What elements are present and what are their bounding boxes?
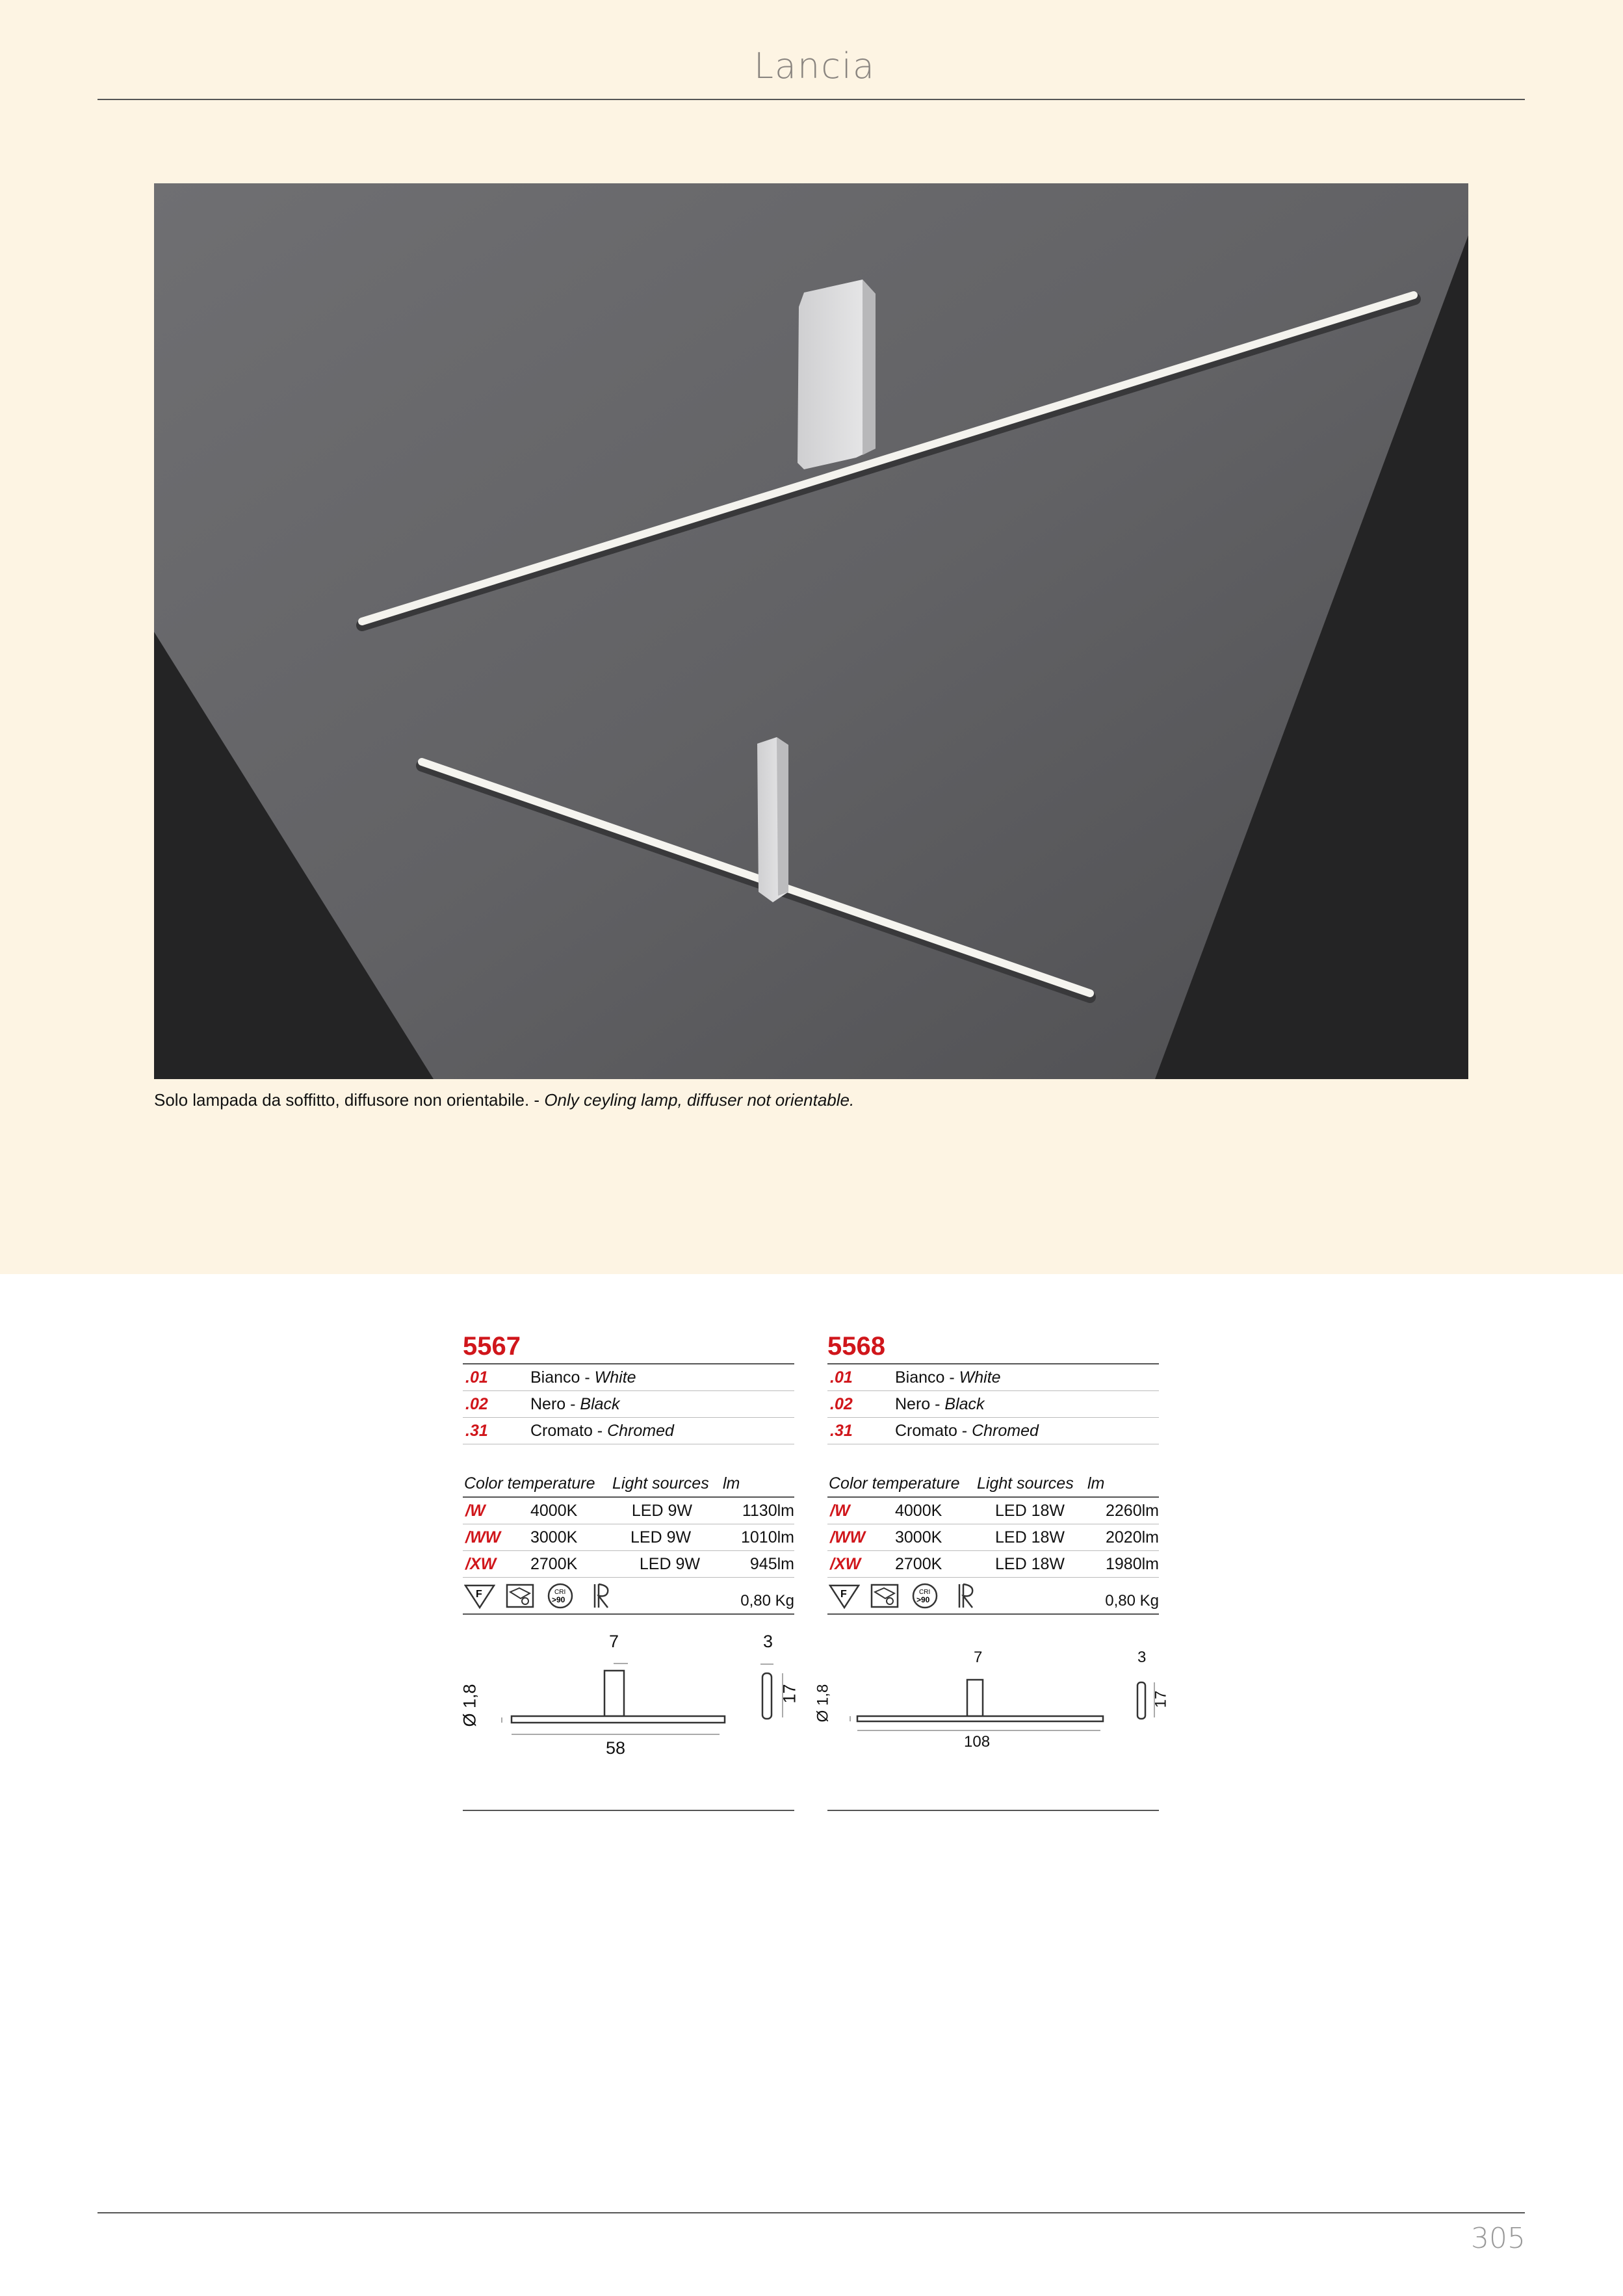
svg-text:>90: >90 — [916, 1595, 930, 1604]
svg-text:>90: >90 — [552, 1595, 565, 1604]
finish-code: .02 — [465, 1394, 488, 1413]
dimmable-box-icon — [868, 1582, 902, 1610]
dim-width: 7 — [974, 1649, 983, 1666]
dim-height: 17 — [1152, 1690, 1170, 1708]
finish-name: Cromato - Chromed — [530, 1421, 674, 1440]
finish-row — [463, 1418, 794, 1444]
header-rule — [97, 99, 1525, 100]
weight: 0,80 Kg — [1105, 1592, 1159, 1610]
cri-90-icon — [908, 1582, 942, 1610]
product-5567 — [460, 1329, 799, 1811]
photo-caption — [154, 1090, 854, 1110]
variant-table-header: Color temperature Light sources lm — [827, 1470, 1159, 1498]
finish-name: Bianco - White — [895, 1368, 1001, 1387]
finish-row — [463, 1364, 794, 1391]
caption-italian: Solo lampada da soffitto, diffusore non orientabile. - — [154, 1090, 545, 1110]
dimmable-box-icon — [503, 1582, 537, 1610]
variant-row: /WW 3000K LED 18W 2020lm — [827, 1524, 1159, 1551]
dimension-drawing — [460, 1615, 799, 1811]
variant-row: /W 4000K LED 9W 1130lm — [463, 1498, 794, 1524]
svg-text:F: F — [476, 1588, 482, 1600]
dimension-drawing — [814, 1615, 1170, 1811]
variant-table-header: Color temperature Light sources lm — [463, 1470, 794, 1498]
class-f-triangle-icon — [463, 1582, 497, 1610]
svg-text:CRI: CRI — [554, 1588, 566, 1596]
svg-text:CRI: CRI — [919, 1588, 931, 1596]
r-mark-icon — [584, 1582, 617, 1610]
class-f-triangle-icon — [827, 1582, 861, 1610]
finish-code: .01 — [830, 1368, 853, 1387]
certification-icons — [463, 1578, 794, 1615]
dim-diameter: Ø 1,8 — [814, 1684, 832, 1723]
finish-row — [463, 1391, 794, 1418]
product-5568 — [814, 1329, 1170, 1811]
finish-row — [827, 1364, 1159, 1391]
variant-row: /WW 3000K LED 9W 1010lm — [463, 1524, 794, 1551]
dim-diameter: Ø 1,8 — [460, 1684, 480, 1727]
finish-name: Bianco - White — [530, 1368, 636, 1387]
product-photo — [154, 183, 1468, 1079]
page-title: Lancia — [753, 46, 876, 86]
product-code: 5567 — [463, 1329, 794, 1364]
page-number: 305 — [1471, 2222, 1526, 2255]
finish-code: .31 — [465, 1421, 488, 1440]
dim-depth: 3 — [763, 1632, 773, 1651]
dim-depth: 3 — [1137, 1649, 1147, 1666]
certification-icons — [827, 1578, 1159, 1615]
footer-rule — [97, 2212, 1525, 2213]
r-mark-icon — [948, 1582, 982, 1610]
dim-length: 108 — [964, 1733, 991, 1751]
finish-row — [827, 1418, 1159, 1444]
finish-code: .02 — [830, 1394, 853, 1413]
cri-90-icon — [543, 1582, 577, 1610]
variant-row: /W 4000K LED 18W 2260lm — [827, 1498, 1159, 1524]
weight: 0,80 Kg — [740, 1592, 794, 1610]
finish-name: Nero - Black — [530, 1394, 620, 1413]
finish-name: Cromato - Chromed — [895, 1421, 1039, 1440]
product-code: 5568 — [827, 1329, 1159, 1364]
finish-code: .31 — [830, 1421, 853, 1440]
dim-length: 58 — [606, 1738, 626, 1758]
dim-width: 7 — [609, 1632, 619, 1651]
svg-text:F: F — [840, 1588, 847, 1600]
finish-name: Nero - Black — [895, 1394, 985, 1413]
variant-row: /XW 2700K LED 9W 945lm — [463, 1551, 794, 1578]
dim-height: 17 — [779, 1684, 799, 1704]
finish-row — [827, 1391, 1159, 1418]
finish-code: .01 — [465, 1368, 488, 1387]
variant-row: /XW 2700K LED 18W 1980lm — [827, 1551, 1159, 1578]
caption-english: Only ceyling lamp, diffuser not orientable. — [544, 1090, 855, 1110]
